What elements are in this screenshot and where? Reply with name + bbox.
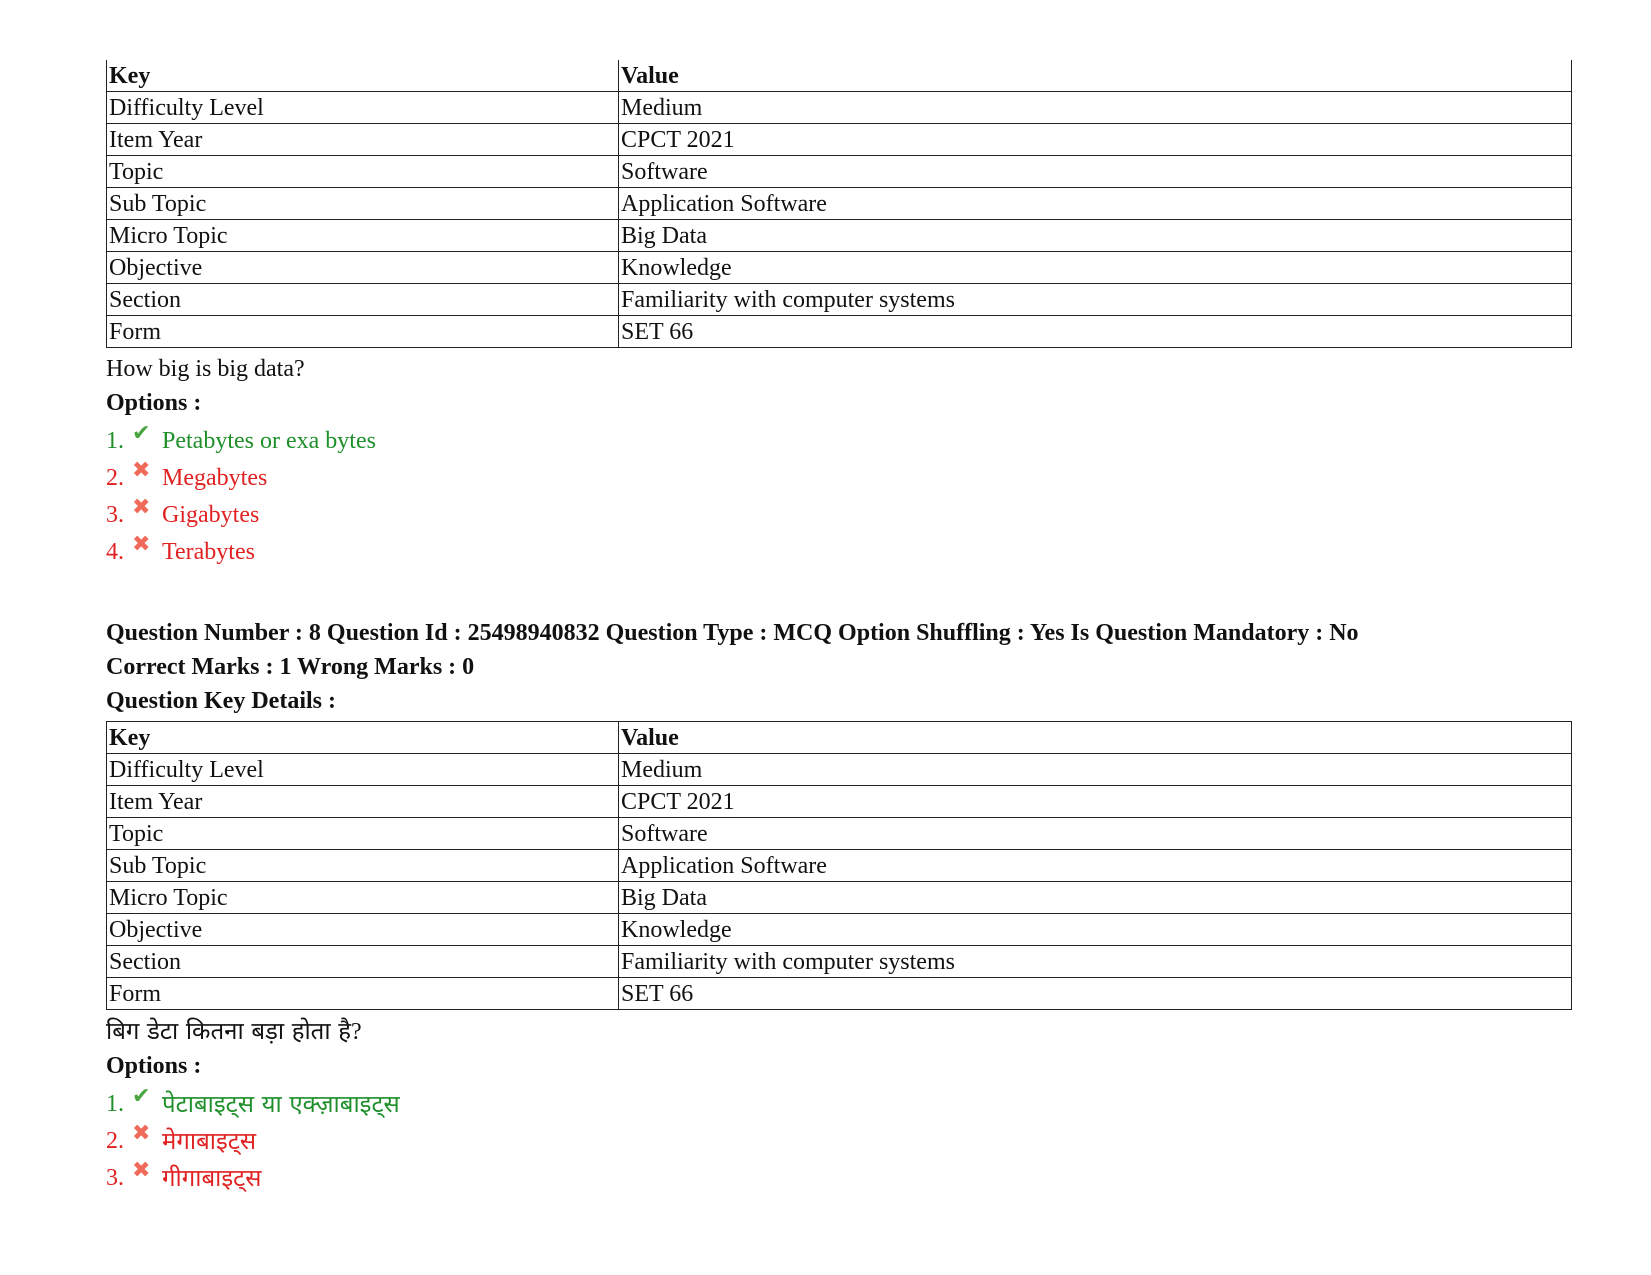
table-row (107, 220, 1572, 252)
table-header-row (107, 60, 1572, 92)
option-text: Petabytes or exa bytes (162, 428, 376, 454)
row-key: Item Year (107, 124, 619, 156)
option-item (106, 457, 1572, 500)
table-row (107, 818, 1572, 850)
option-number: 3. (106, 1165, 124, 1191)
row-value: Knowledge (619, 252, 1572, 284)
option-number: 2. (106, 465, 124, 491)
option-text: Megabytes (162, 465, 268, 491)
row-key: Difficulty Level (107, 754, 619, 786)
table-row (107, 882, 1572, 914)
table-row (107, 284, 1572, 316)
cross-icon: ✖ (132, 1120, 151, 1145)
table-row (107, 786, 1572, 818)
row-key: Section (107, 946, 619, 978)
q7-options-list (106, 420, 1572, 574)
row-key: Sub Topic (107, 188, 619, 220)
header-value: Value (619, 60, 1572, 92)
table-row (107, 92, 1572, 124)
option-item (106, 420, 1572, 463)
option-item (106, 494, 1572, 537)
table-row (107, 124, 1572, 156)
row-value: Familiarity with computer systems (619, 946, 1572, 978)
header-key: Key (107, 722, 619, 754)
row-value: CPCT 2021 (619, 124, 1572, 156)
row-key: Objective (107, 914, 619, 946)
option-text: पेटाबाइट्स या एक्ज़ाबाइट्स (162, 1090, 400, 1118)
option-number: 1. (106, 428, 124, 454)
row-value: Application Software (619, 850, 1572, 882)
row-key: Form (107, 978, 619, 1010)
cross-icon: ✖ (132, 1157, 151, 1182)
row-key: Topic (107, 818, 619, 850)
row-value: Software (619, 156, 1572, 188)
option-number: 4. (106, 539, 124, 565)
row-key: Difficulty Level (107, 92, 619, 124)
row-key: Section (107, 284, 619, 316)
q7-question-text: How big is big data? (106, 356, 305, 382)
cross-icon: ✖ (132, 457, 151, 482)
q7-key-details-table (106, 60, 1572, 348)
document-page (106, 60, 1572, 1200)
header-value: Value (619, 722, 1572, 754)
option-item (106, 1083, 1572, 1126)
option-text: मेगाबाइट्स (162, 1127, 257, 1155)
q8-question-text (106, 1016, 1572, 1047)
row-value: Medium (619, 92, 1572, 124)
row-value: Medium (619, 754, 1572, 786)
check-icon: ✔ (132, 420, 151, 445)
row-value: Application Software (619, 188, 1572, 220)
row-value: Big Data (619, 882, 1572, 914)
table-header-row (107, 722, 1572, 754)
option-number: 1. (106, 1091, 124, 1117)
option-text: गीगाबाइट्स (162, 1164, 262, 1192)
option-text: Terabytes (162, 539, 255, 565)
option-number: 3. (106, 502, 124, 528)
row-key: Form (107, 316, 619, 348)
q8-key-details-table (106, 721, 1572, 1010)
table-row (107, 946, 1572, 978)
table-row (107, 978, 1572, 1010)
row-key: Topic (107, 156, 619, 188)
q8-options-label: Options : (106, 1053, 202, 1079)
option-text: Gigabytes (162, 502, 260, 528)
q7-options-label: Options : (106, 390, 202, 416)
row-value: Familiarity with computer systems (619, 284, 1572, 316)
table-row (107, 188, 1572, 220)
row-key: Micro Topic (107, 882, 619, 914)
cross-icon: ✖ (132, 531, 151, 556)
q8-question-mark: ? (350, 1019, 362, 1045)
q8-meta-line-2: Correct Marks : 1 Wrong Marks : 0 (106, 654, 475, 680)
row-value: CPCT 2021 (619, 786, 1572, 818)
row-value: Software (619, 818, 1572, 850)
row-value: Big Data (619, 220, 1572, 252)
option-item (106, 531, 1572, 574)
row-key: Sub Topic (107, 850, 619, 882)
option-item (106, 1157, 1572, 1200)
table-row (107, 754, 1572, 786)
row-key: Item Year (107, 786, 619, 818)
header-key: Key (107, 60, 619, 92)
table-row (107, 850, 1572, 882)
row-value: SET 66 (619, 316, 1572, 348)
option-item (106, 1120, 1572, 1163)
table-row (107, 316, 1572, 348)
cross-icon: ✖ (132, 494, 151, 519)
q8-key-details-label: Question Key Details : (106, 688, 336, 714)
row-key: Micro Topic (107, 220, 619, 252)
option-number: 2. (106, 1128, 124, 1154)
row-value: Knowledge (619, 914, 1572, 946)
row-key: Objective (107, 252, 619, 284)
q8-question-hindi: बिग डेटा कितना बड़ा होता है (106, 1017, 351, 1045)
table-row (107, 914, 1572, 946)
table-row (107, 156, 1572, 188)
row-value: SET 66 (619, 978, 1572, 1010)
q8-options-list (106, 1083, 1572, 1200)
q8-meta-line-1: Question Number : 8 Question Id : 25498940832 Question Type : MCQ Option Shuffling : Yes Is Question Mandatory : No (106, 620, 1359, 646)
check-icon: ✔ (132, 1083, 151, 1108)
table-row (107, 252, 1572, 284)
